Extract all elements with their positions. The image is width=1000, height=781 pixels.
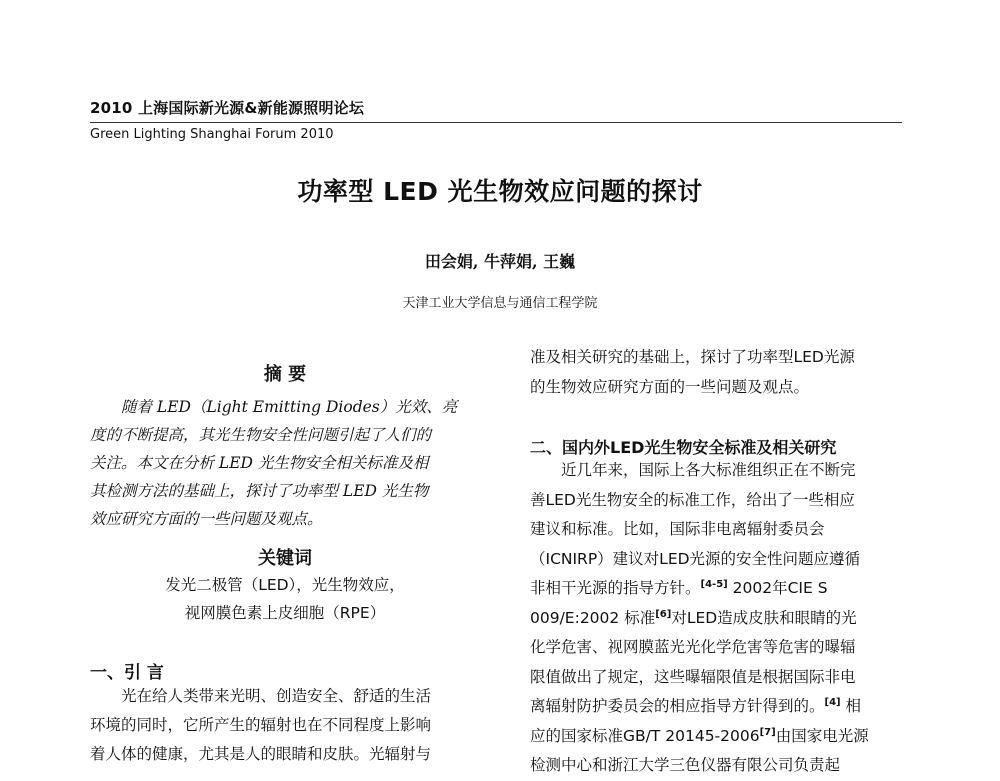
- body-line: 009/E:2002 标准[6]对LED造成皮肤和眼睛的光: [530, 608, 857, 627]
- abstract-line: 随着 LED（Light Emitting Diodes）光效、亮: [121, 398, 458, 416]
- abstract-line: 关注。本文在分析 LED 光生物安全相关标准及相: [90, 454, 429, 472]
- body-line: 近几年来，国际上各大标准组织正在不断完: [561, 461, 856, 479]
- forum-title-cn: 2010 上海国际新光源&新能源照明论坛: [90, 99, 365, 117]
- abstract-line: 效应研究方面的一些问题及观点。: [90, 510, 323, 528]
- continuation-paragraph: [530, 343, 902, 402]
- body-line: 限值做出了规定，这些曝辐限值是根据国际非电: [530, 667, 856, 686]
- intro-line: 环境的同时，它所产生的辐射也在不同程度上影响: [90, 716, 432, 734]
- body-line: 的生物效应研究方面的一些问题及观点。: [530, 377, 810, 396]
- section2-body: [530, 456, 902, 781]
- body-line: 离辐射防护委员会的相应指导方针得到的。[4] 相: [530, 696, 862, 715]
- header-divider: [90, 122, 902, 123]
- body-line: 化学危害、视网膜蓝光光化学危害等危害的曝辐: [530, 638, 856, 656]
- body-line: 检测中心和浙江大学三色仪器有限公司负责起: [530, 756, 841, 774]
- keywords-heading: 关键词: [258, 548, 312, 569]
- abstract-line: 度的不断提高，其光生物安全性问题引起了人们的: [90, 426, 432, 444]
- abstract-body: [90, 393, 480, 533]
- section2-heading: 二、国内外LED光生物安全标准及相关研究: [530, 438, 837, 457]
- citation: [4-5]: [700, 578, 728, 590]
- citation: [6]: [655, 608, 672, 620]
- intro-line: 着人体的健康，尤其是人的眼睛和皮肤。光辐射与: [90, 745, 432, 763]
- body-line: 非相干光源的指导方针。[4-5] 2002年CIE S: [530, 578, 828, 597]
- keywords-line: 发光二极管（LED），光生物效应，: [165, 576, 405, 594]
- paper-affiliation: 天津工业大学信息与通信工程学院: [402, 296, 598, 311]
- abstract-heading: 摘 要: [263, 364, 307, 385]
- paper-title: 功率型 LED 光生物效应问题的探讨: [297, 177, 703, 206]
- keywords-line: 视网膜色素上皮细胞（RPE）: [184, 604, 386, 622]
- intro-body: [90, 682, 480, 769]
- body-line: （ICNIRP）建议对LED光源的安全性问题应遵循: [530, 549, 861, 568]
- body-line: 善LED光生物安全的标准工作，给出了一些相应: [530, 490, 855, 509]
- paper-authors: 田会娟, 牛萍娟, 王巍: [424, 252, 576, 271]
- body-line: 应的国家标准GB/T 20145-2006[7]由国家电光源: [530, 726, 869, 745]
- intro-line: 光在给人类带来光明、创造安全、舒适的生活: [121, 687, 432, 705]
- citation: [4]: [824, 696, 841, 708]
- abstract-line: 其检测方法的基础上，探讨了功率型 LED 光生物: [90, 482, 429, 500]
- forum-title-en: Green Lighting Shanghai Forum 2010: [90, 127, 334, 142]
- body-line: 准及相关研究的基础上，探讨了功率型LED光源: [530, 348, 855, 366]
- citation: [7]: [759, 726, 776, 738]
- intro-heading: 一、引 言: [90, 663, 164, 683]
- body-line: 建议和标准。比如，国际非电离辐射委员会: [530, 520, 825, 538]
